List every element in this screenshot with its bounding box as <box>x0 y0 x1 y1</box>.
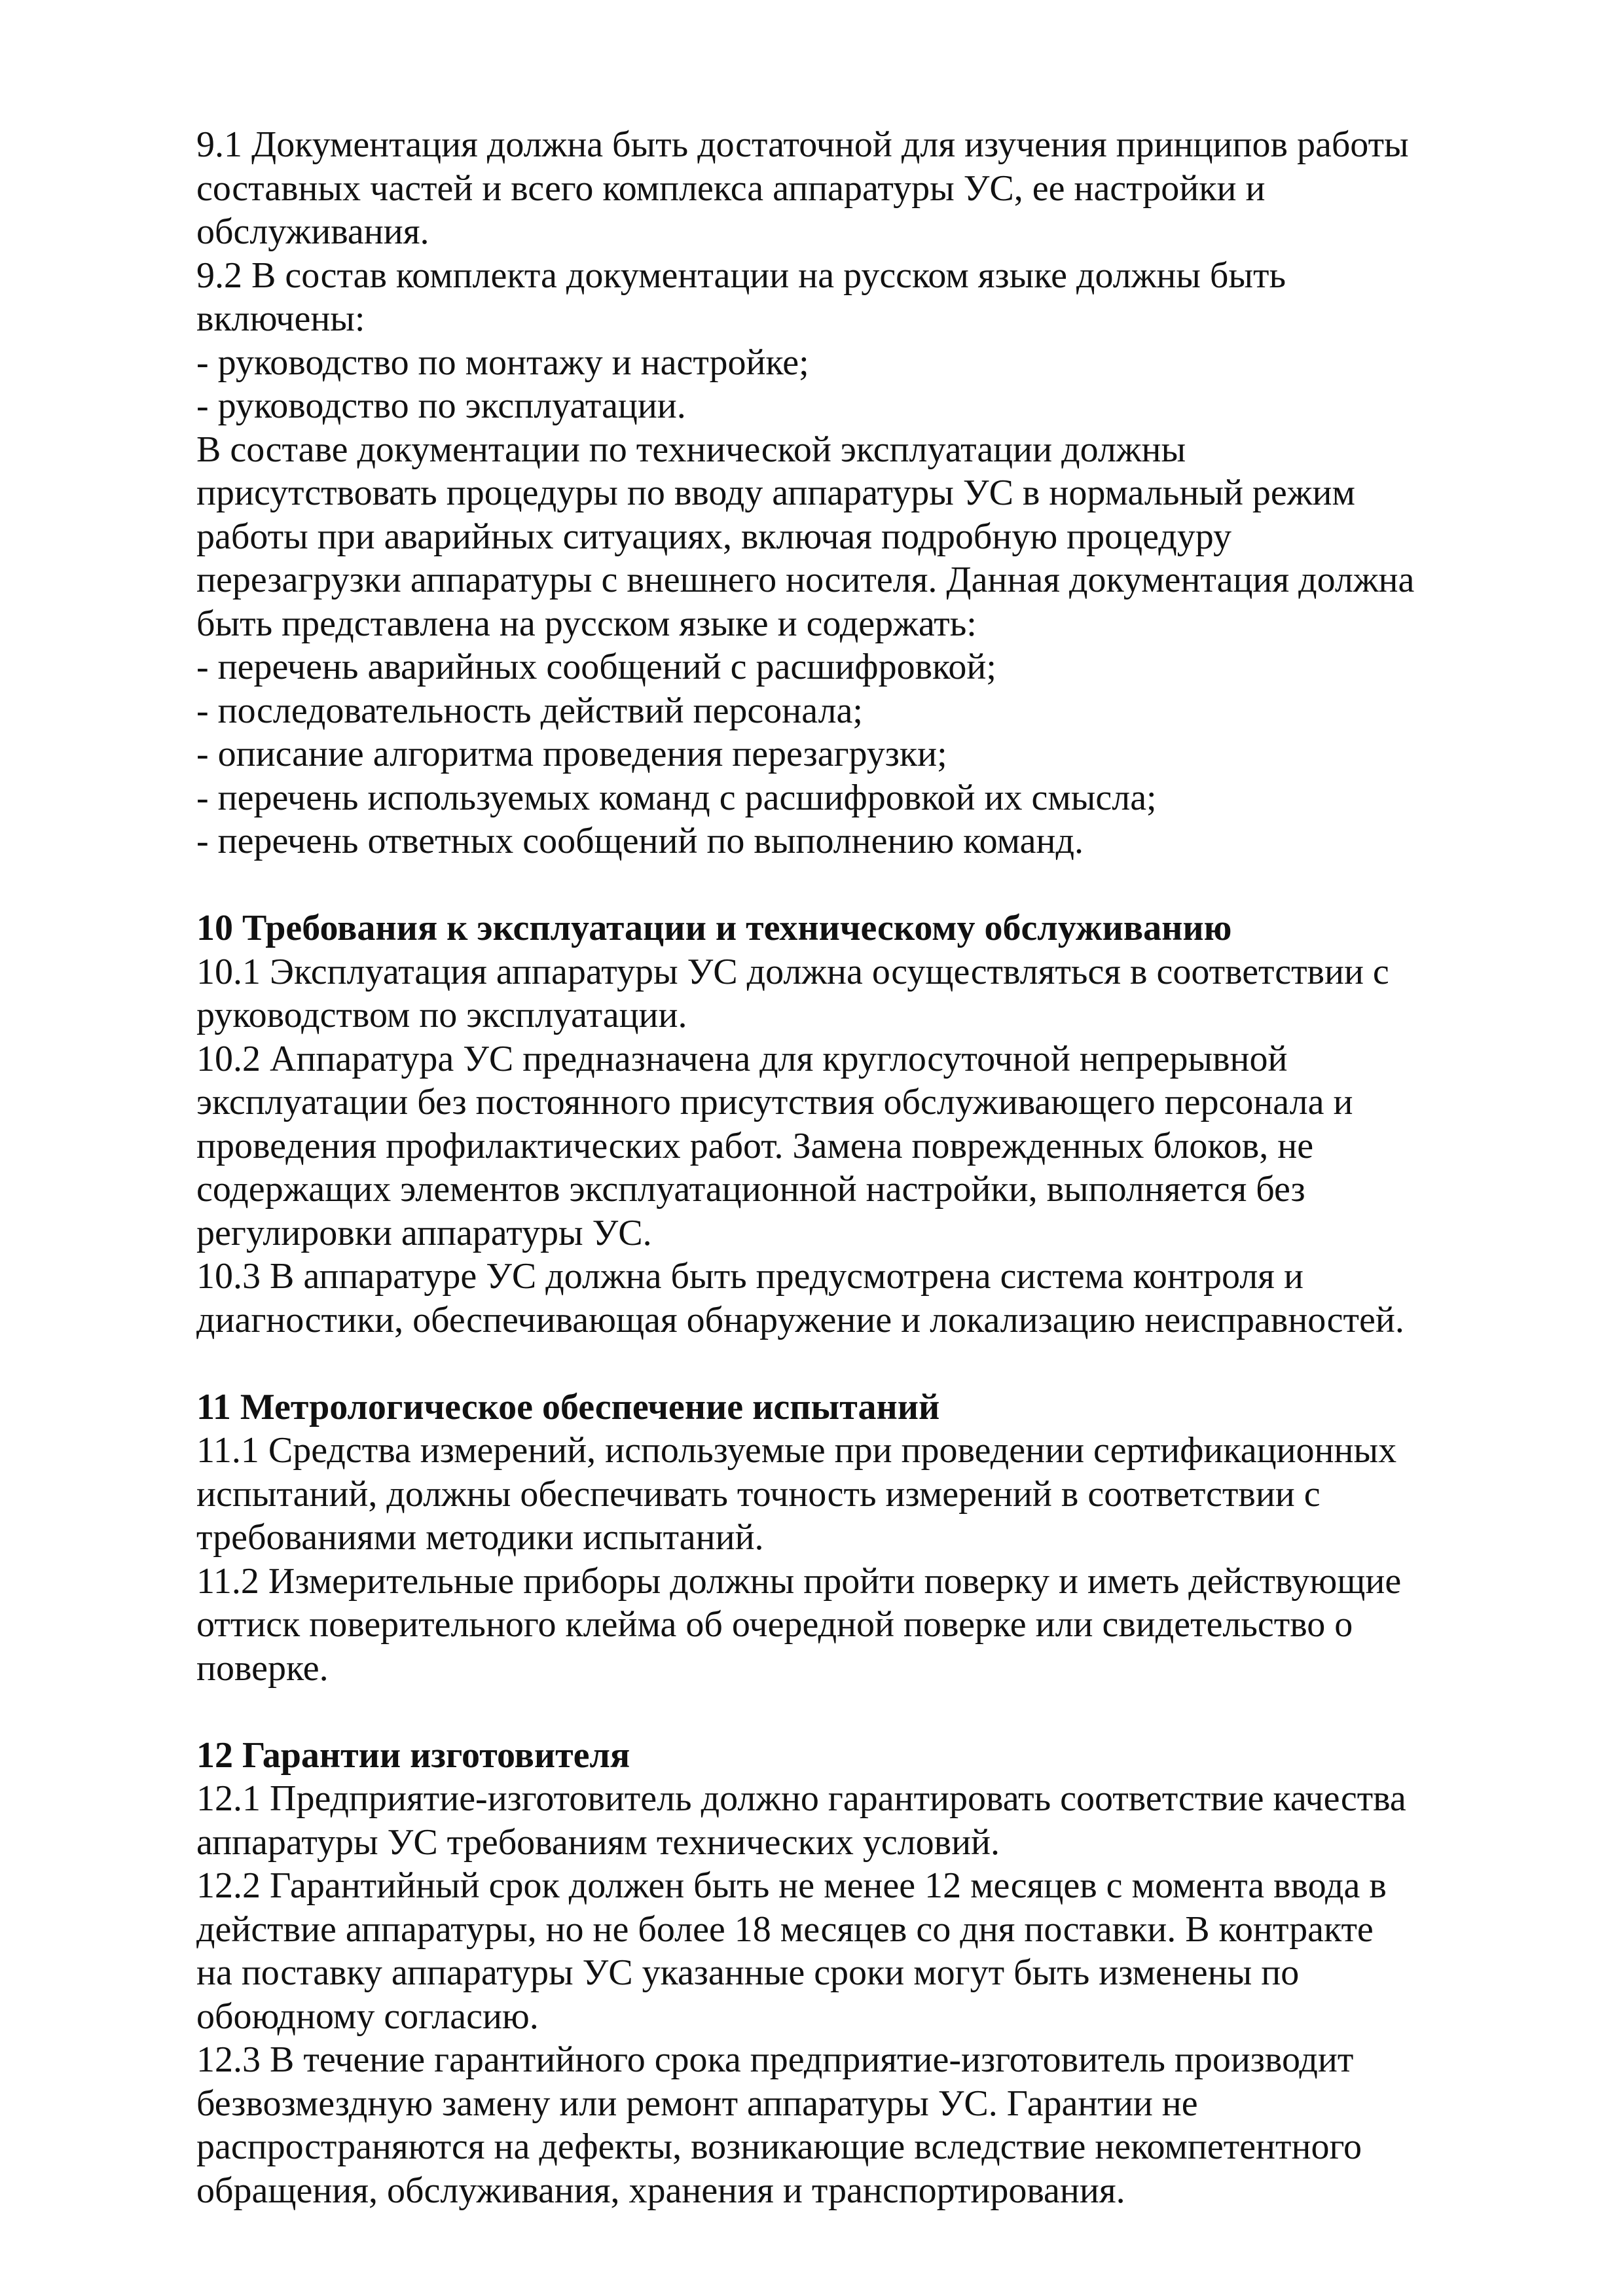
text-line: 12.2 Гарантийный срок должен быть не менее 12 месяцев с момента ввода в <box>196 1865 1387 1906</box>
text-line: эксплуатации без постоянного присутствия обслуживающего персонала и <box>196 1082 1353 1122</box>
text-line: 11.1 Средства измерений, используемые при проведении сертификационных <box>196 1430 1397 1471</box>
text-line: распространяются на дефекты, возникающие вследствие некомпетентного <box>196 2126 1362 2167</box>
text-line: включены: <box>196 298 365 339</box>
text-line: оттиск поверительного клейма об очередной поверке или свидетельство о <box>196 1604 1353 1645</box>
text-line: диагностики, обеспечивающая обнаружение и локализацию неисправностей. <box>196 1299 1404 1340</box>
text-line: работы при аварийных ситуациях, включая подробную процедуру <box>196 516 1231 557</box>
list-item: - руководство по монтажу и настройке; <box>196 342 809 383</box>
text-line: на поставку аппаратуры УС указанные сроки могут быть изменены по <box>196 1952 1300 1993</box>
text-line: содержащих элементов эксплуатационной настройки, выполняется без <box>196 1169 1305 1210</box>
text-line: обоюдному согласию. <box>196 1996 539 2037</box>
text-line: 9.2 В состав комплекта документации на русском языке должны быть <box>196 255 1286 296</box>
section-spacer <box>196 1342 1480 1386</box>
text-line: 12.3 В течение гарантийного срока предприятие-изготовитель производит <box>196 2039 1354 2080</box>
section-heading: 12 Гарантии изготовителя <box>196 1734 630 1776</box>
text-line: безвозмездную замену или ремонт аппаратуры УС. Гарантии не <box>196 2083 1198 2124</box>
text-line: присутствовать процедуры по вводу аппаратуры УС в нормальный режим <box>196 473 1355 513</box>
text-line: 9.1 Документация должна быть достаточной для изучения принципов работы <box>196 124 1409 165</box>
text-line: перезагрузки аппаратуры с внешнего носителя. Данная документация должна <box>196 560 1415 600</box>
text-line: регулировки аппаратуры УС. <box>196 1212 652 1253</box>
text-line: поверке. <box>196 1647 329 1689</box>
list-item: - последовательность действий персонала; <box>196 690 863 731</box>
text-line: обслуживания. <box>196 211 429 252</box>
text-line: В составе документации по технической эксплуатации должны <box>196 429 1186 470</box>
text-line: 11.2 Измерительные приборы должны пройти поверку и иметь действующие <box>196 1560 1402 1602</box>
section-heading: 10 Требования к эксплуатации и техническому обслуживанию <box>196 908 1232 948</box>
text-line: составных частей и всего комплекса аппаратуры УС, ее настройки и <box>196 168 1266 209</box>
list-item: - описание алгоритма проведения перезагрузки; <box>196 734 947 774</box>
text-line: 10.3 В аппаратуре УС должна быть предусмотрена система контроля и <box>196 1256 1304 1297</box>
document-page <box>196 123 1480 2212</box>
text-line: требованиями методики испытаний. <box>196 1517 764 1558</box>
text-line: проведения профилактических работ. Замена поврежденных блоков, не <box>196 1125 1314 1166</box>
section-spacer <box>196 863 1480 907</box>
text-line: 12.1 Предприятие-изготовитель должно гарантировать соответствие качества <box>196 1778 1406 1819</box>
list-item: - перечень аварийных сообщений с расшифровкой; <box>196 647 996 687</box>
text-line: руководством по эксплуатации. <box>196 995 687 1035</box>
text-line: 10.1 Эксплуатация аппаратуры УС должна осуществляться в соответствии с <box>196 951 1389 992</box>
list-item: - руководство по эксплуатации. <box>196 386 686 426</box>
text-line: обращения, обслуживания, хранения и транспортирования. <box>196 2170 1125 2211</box>
section-10 <box>196 906 1480 1342</box>
text-line: испытаний, должны обеспечивать точность измерений в соответствии с <box>196 1473 1321 1515</box>
section-11 <box>196 1386 1480 1691</box>
section-9 <box>196 123 1480 863</box>
text-line: 10.2 Аппаратура УС предназначена для круглосуточной непрерывной <box>196 1038 1288 1079</box>
text-line: действие аппаратуры, но не более 18 месяцев со дня поставки. В контракте <box>196 1909 1374 1950</box>
section-heading: 11 Метрологическое обеспечение испытаний <box>196 1386 940 1427</box>
section-12 <box>196 1734 1480 2213</box>
text-line: аппаратуры УС требованиям технических условий. <box>196 1821 1000 1863</box>
list-item: - перечень используемых команд с расшифровкой их смысла; <box>196 777 1157 818</box>
section-spacer <box>196 1690 1480 1734</box>
list-item: - перечень ответных сообщений по выполнению команд. <box>196 821 1084 861</box>
text-line: быть представлена на русском языке и содержать: <box>196 603 977 644</box>
